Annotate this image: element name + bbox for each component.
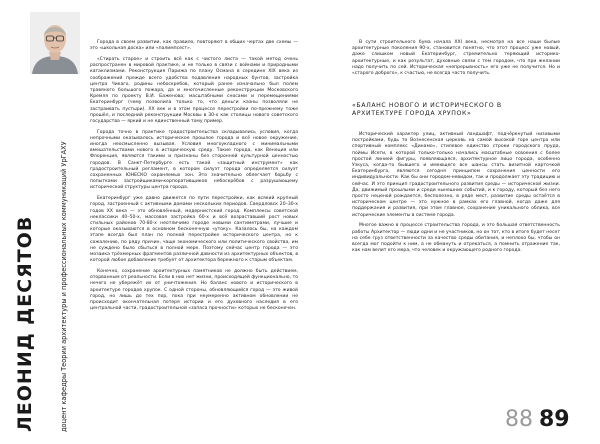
page-number-right: 89: [539, 407, 570, 432]
paragraph: Исторический характер улиц, активный ландшафт, подчёркнутый низовыми постройками, будь то Вознесенская церковь на самой высокой горе центра или спортивный комплекс «Динамо», стилевое единство строки городского пруда, поймы Исети, в которой только-только начались масштабные освоения с более простой линией фигуры, появляющаяся, архитектурное лицо города, особенно Узкуса, когда-то бывшего и имеющего все шансы стать визитной карточкой Екатеринбурга, являются сегодня принципом сохранения ценности его индивидуальности. Как бы они городом-невидом, так и продолжает эту традицию и сейчас. И это принцип градостроительного развития среды — исторической жизни. Да, движимый прошлыми и среди нынешних событий, и к городу, который без него просто неценой рождается, бесполезно, в ряде мест, развитие среды остаётся в историческом центре — это нужное в рамках его главной, когда даже для поддержания и развития, при этом главное, сохранение уникального облика, все исторические элементы в системе города.: [352, 132, 560, 218]
paragraph: Екатеринбург уже давно движется по пути перестройки, как всякий крупный город, застроенный с активными домами нескольких периодов. Свердловск 20–30-х годов XX века — это обновлённый, модернистский город. Комплексы советской неклассики 40–50-х, массовая застройка 60-х и всё возраставший рост новых стильных районов 70-80-х неотличимо городе новыми сантиметрами, лучшие и которые оказываются в основном бесконечную «утоку». Казалось бы, на каждом этапе всегда был план по полной перестройке исторического центра, но к сожалению, по ряду причин, чаще экономического или политического свойства, им не суждено было сбыться в полной мере. Поэтому сейчас центр города — это мозаика трёхмерных фрагментов различной давности из архитектурных объектов, в которой любое добавление требует от архитектора бережного к старым объектам.: [90, 196, 298, 264]
paragraph: Города точно в практике градостроительства складывались условия, когда непрочными оказывалось историческое прошлое города и всё новое окружение, иногда неосмысленно вызывая. Условия многоукладного с минимальными вмешательствами нового в историческую среду. Такие города, как Венеция или Флоренция, являются такими и признаны без сторонней культурной ценностью городов. В Санкт-Петербурге есть такой «защитный инструмент» как градостроительный регламент, в котором силуэт города определяется силуэт сохраненных ЮНЕСКО охраняемых зон. Это значительно облегчает борьбу с попытками застройщиками-корпоративщиков небоскрёбов с разрушающему исторической структуры центра города.: [90, 129, 298, 191]
paragraph: Многое важно в процессе строительства города, и это большая ответственность работы Архитектор — люди одни и не участников, но он тот, кто в итоге будет несет на себе груз ответственности за качество среды обитания, и неплохо бы, чтобы он всегда мог подойти к ним, а не обмануть и отрекаться, а помнить отражение так, как нам велит его мера, что человек и окружающего родного города.: [352, 223, 560, 254]
article-column-2-bottom: [352, 132, 560, 259]
pull-quote-heading: «БАЛАНС НОВОГО И ИСТОРИЧЕСКОГО В АРХИТЕКТУРЕ ГОРОДА ХРУПОК»: [352, 102, 502, 117]
paragraph: В сути строительного бума начала XXI века, несмотря на все наши былые архитектурные поколения 90-х, становится понятно, что этот процесс уже новый, даже слишком новый Екатеринбург, стремительно теряющий историко-архитектурные, и как результат, духовные связи с тем городом, что при желании надо получить по сей. Историческая «непрерывность» его уже не получится. Но и «старого доброго», к счастью, не всегда часто получить.: [352, 40, 560, 77]
page-number-left: 88: [505, 407, 533, 432]
article-column-1: [90, 40, 298, 317]
article-column-2-top: [352, 40, 560, 82]
author-photo: [30, 12, 80, 74]
paragraph: «Стирать старое» и строить всё как с чистого листа — такой метод очень распространен в мировой практике, и не только в связи с войнами и природными катаклизмами. Реконструкция Парижа по плану Османа в середине XIX века из соображений прежде всего удобства подавления народных бунтов, застройка центра Чикаго, родины небоскребов, который ранее изначально был полем травяного большого пожара, да и многочисленные реконструкции Московского Кремля по проекту В.И. Баженова; масштабными сносами и перемещениями Екатеринбург (чему позволила только то, что деньги казны позволяли не застраивать пустыри). XX век и в этом процессе перестройки по-прежнему тоже прошёл, и последний реконструкции Москвы в 30-х как столицы нового советского государства — яркий и не единственный тому пример.: [90, 56, 298, 124]
author-name: ЛЕОНИД ДЕСЯТОВ: [14, 215, 36, 432]
author-role: доцент кафедры Теории архитектуры и профессиональных коммуникаций УрГАХУ: [60, 141, 68, 432]
author-portrait-icon: [30, 12, 80, 74]
paragraph: Города в своем развитии, как правило, повторяют в общих чертах две схемы — это «школьная доска» или «палимпсест».: [90, 40, 298, 52]
page-numbers: [505, 408, 570, 432]
paragraph: Конечно, сохранение архитектурных памятников не должно быть действием, оторванным от реальности. Если в них нет жизни, происходящей функционально, то нечего не убережёт их от уничтожения. Но баланс нового и исторического в архитектуре городов хрупок. С одной стороны, обновляющийся город — это живой город, но лишь до тех пор, пока при неумеренно активном обновлении не происходит окончательная потеря истории и его духовного наследия в его центральной части, градостроительной «запаса прочности» которых не бесконечен.: [90, 268, 298, 312]
